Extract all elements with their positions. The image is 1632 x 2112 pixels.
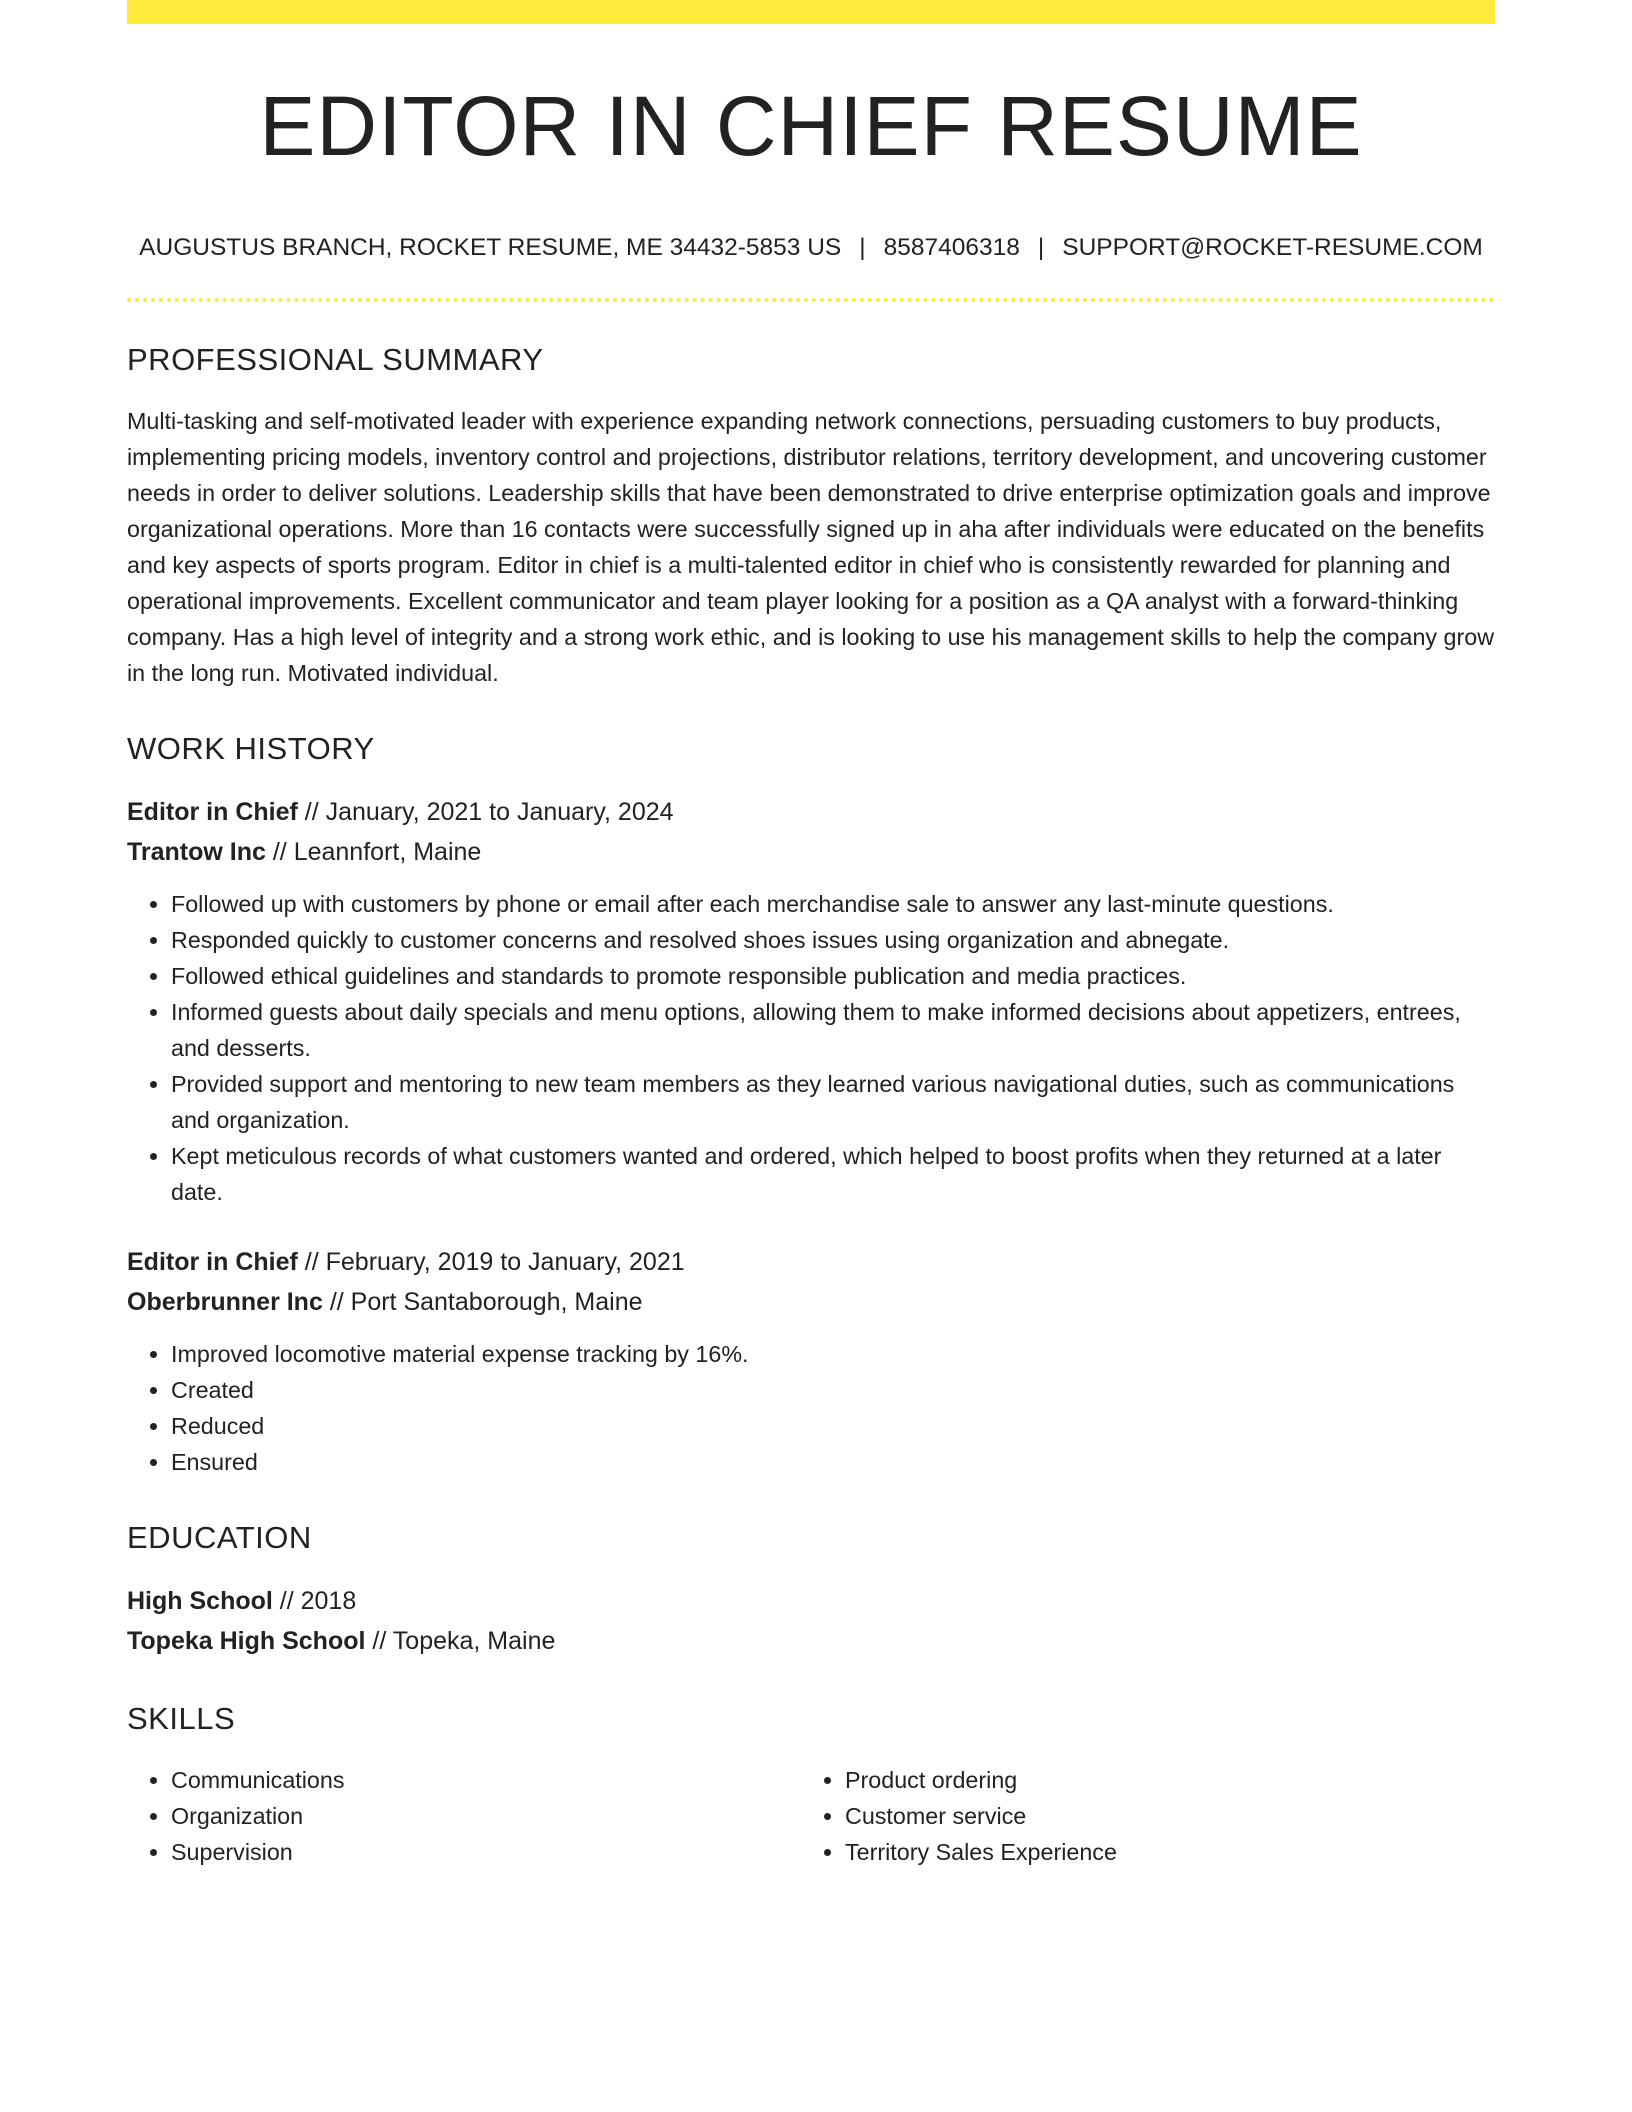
list-item: • Improved locomotive material expense tracking by 16%. (171, 1336, 1495, 1372)
job-title: Editor in Chief (127, 1248, 298, 1276)
job-company: Oberbrunner Inc (127, 1288, 323, 1316)
job-company-line (127, 832, 1495, 872)
section-heading-summary: PROFESSIONAL SUMMARY (127, 342, 544, 377)
job-title-line (127, 792, 1495, 832)
contact-separator: | (1037, 234, 1045, 261)
list-item: • Provided support and mentoring to new team members as they learned various navigational duties, such as communications and organization. (171, 1066, 1495, 1138)
job-bullets (127, 1336, 1495, 1480)
job-location: // Port Santaborough, Maine (322, 1288, 643, 1316)
list-item: • Ensured (171, 1444, 1495, 1480)
job-dates: // February, 2019 to January, 2021 (297, 1248, 685, 1276)
job-title: Editor in Chief (127, 798, 298, 826)
job-title-line (127, 1242, 1495, 1282)
section-heading-education: EDUCATION (127, 1520, 312, 1555)
contact-address: AUGUSTUS BRANCH, ROCKET RESUME, ME 34432-5853 US (139, 234, 842, 261)
list-item: • Kept meticulous records of what customers wanted and ordered, which helped to boost profits when they returned at a later date. (171, 1138, 1495, 1210)
job-bullets (127, 886, 1495, 1210)
job-company: Trantow Inc (127, 838, 266, 866)
accent-top-bar (127, 0, 1495, 24)
list-item: • Reduced (171, 1408, 1495, 1444)
skill-item: • Product ordering (845, 1762, 1475, 1798)
skill-item: • Communications (171, 1762, 801, 1798)
list-item: • Followed up with customers by phone or email after each merchandise sale to answer any last-minute questions. (171, 886, 1495, 922)
page-title: EDITOR IN CHIEF RESUME (259, 79, 1363, 173)
education-entry (127, 1581, 1495, 1661)
education-degree: High School (127, 1587, 273, 1615)
education-school-line (127, 1621, 1495, 1661)
skills-columns (127, 1762, 1495, 1870)
dotted-divider (127, 298, 1495, 302)
list-item: • Followed ethical guidelines and standards to promote responsible publication and media practices. (171, 958, 1495, 994)
section-heading-work-history: WORK HISTORY (127, 731, 375, 766)
education-school: Topeka High School (127, 1627, 366, 1655)
job-entry (127, 792, 1495, 1210)
skills-list-right (801, 1762, 1475, 1870)
section-heading-skills: SKILLS (127, 1701, 236, 1736)
skill-item: • Customer service (845, 1798, 1475, 1834)
job-dates: // January, 2021 to January, 2024 (297, 798, 674, 826)
skill-item: • Organization (171, 1798, 801, 1834)
job-entry (127, 1242, 1495, 1480)
contact-email: SUPPORT@ROCKET-RESUME.COM (1062, 234, 1483, 261)
skill-item: • Territory Sales Experience (845, 1834, 1475, 1870)
contact-phone: 8587406318 (883, 234, 1020, 261)
resume-page (127, 0, 1495, 1870)
education-degree-line (127, 1581, 1495, 1621)
contact-separator: | (859, 234, 866, 261)
skill-item: • Supervision (171, 1834, 801, 1870)
job-location: // Leannfort, Maine (265, 838, 482, 866)
list-item: • Responded quickly to customer concerns and resolved shoes issues using organization and abnegate. (171, 922, 1495, 958)
skills-list-left (127, 1762, 801, 1870)
job-company-line (127, 1282, 1495, 1322)
education-location: // Topeka, Maine (365, 1627, 556, 1655)
summary-text: Multi-tasking and self-motivated leader with experience expanding network connections, persuading customers to buy products, implementing pricing models, inventory control and projections, distributor relations, territory development, and uncovering customer needs in order to deliver solutions. Leadership skills that have been demonstrated to drive enterprise optimization goals and improve organizational operations. More than 16 contacts were successfully signed up in aha after individuals were educated on the benefits and key aspects of sports program. Editor in chief is a multi-talented editor in chief who is consistently rewarded for planning and operational improvements. Excellent communicator and team player looking for a position as a QA analyst with a forward-thinking company. Has a high level of integrity and a strong work ethic, and is looking to use his management skills to help the company grow in the long run. Motivated individual. (127, 408, 1495, 686)
list-item: • Created (171, 1372, 1495, 1408)
contact-line (127, 234, 1495, 262)
education-year: // 2018 (272, 1587, 357, 1615)
list-item: • Informed guests about daily specials and menu options, allowing them to make informed decisions about appetizers, entrees, and desserts. (171, 994, 1495, 1066)
